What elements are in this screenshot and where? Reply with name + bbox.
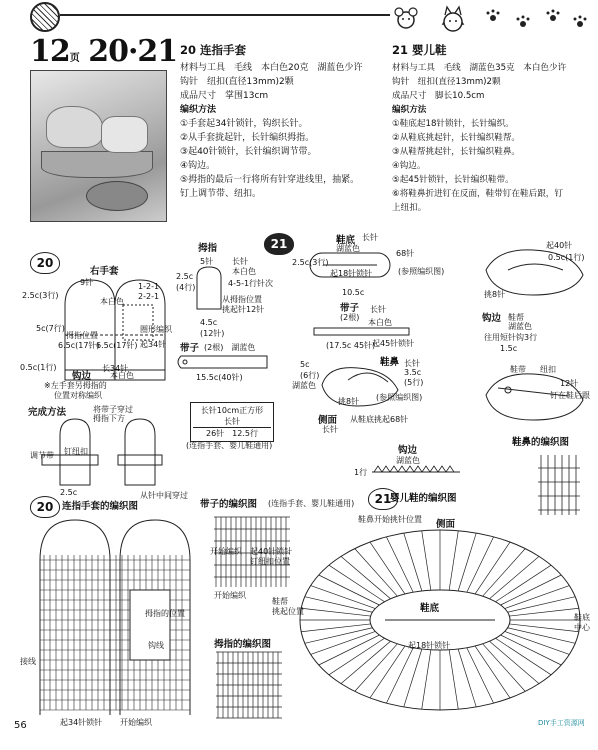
sole-label: (参照编织图) <box>398 267 445 276</box>
shoe-side-title: 侧面 <box>318 415 338 426</box>
s20-line: 钉上调节带、纽扣。 <box>180 189 262 199</box>
shoe-chart-label: 中心 <box>574 623 590 632</box>
nose-label: 从鞋底挑起68针 <box>350 415 409 424</box>
shoe-nose-title: 鞋鼻 <box>380 357 400 368</box>
shoe-right-label: 挑8针 <box>484 290 506 299</box>
s20-line: 编织方法 <box>180 105 217 115</box>
strap-chart-label: 钉纽扣位置 <box>250 557 290 566</box>
nose-stitch-chart <box>536 450 586 520</box>
thumb-schematic <box>195 265 225 310</box>
badge-21-chart: 21 <box>368 488 398 510</box>
thumb-label: 挑起针12针 <box>222 305 265 314</box>
badge-20: 20 <box>30 252 60 274</box>
finish-schematic <box>40 415 170 490</box>
shoe-sole-title: 鞋底 <box>336 235 356 246</box>
shoe-right-label: 鞋帮 <box>508 313 524 322</box>
mitten-label: 2-2-1 <box>138 292 160 301</box>
strap-schematic <box>175 354 270 372</box>
s20-line: ①手套起34针锁针，钩织长针。 <box>180 119 308 129</box>
finish-title: 完成方法 <box>28 407 67 418</box>
sole-label: 68针 <box>396 249 415 258</box>
finish-note: 钉纽扣 <box>64 447 88 456</box>
nose-label: 湖蓝色 <box>292 381 316 390</box>
nose-label: (6行) <box>300 371 320 380</box>
section-21-title: 21 婴儿鞋 <box>392 43 447 57</box>
mitten-label: 1-2-1 <box>138 282 160 291</box>
s20-line: ⑤拇指的最后一行将所有针穿进线里，抽紧。 <box>180 175 360 185</box>
badge-21: 21 <box>264 233 294 255</box>
finish-note: 2.5c <box>60 488 78 497</box>
shoe-strap-label: 起45针锁针 <box>372 339 415 348</box>
s20-line: 钩针 纽扣(直径13mm)2颗 <box>180 77 294 87</box>
cat-mouse-decoration <box>388 4 593 36</box>
shoe-chart-label: 鞋底 <box>420 603 440 614</box>
mitten-label: 0.5c(1行) <box>20 363 57 372</box>
s21-line: ①鞋底起18针锁针，长针编织。 <box>392 119 514 129</box>
finish-note: 从针中间穿过 <box>140 491 188 500</box>
s20-line: 成品尺寸 掌围13cm <box>180 91 269 101</box>
thumb-label: 2.5c <box>176 272 194 281</box>
shoe-right-label: 钉在鞋后跟 <box>550 391 590 400</box>
strap-chart-note: (连指手套、婴儿鞋通用) <box>268 499 355 508</box>
mitten-label: 本白色 <box>100 297 124 306</box>
sole-label: 2.5c(3行) <box>292 258 329 267</box>
mitten-chart-label: 开始编织 <box>120 718 152 727</box>
section-21-text <box>392 42 566 215</box>
shoe-right-label: 起40针 <box>546 241 573 250</box>
shoe-chart-label: 挑起位置 <box>272 607 304 616</box>
shoe-right-label: 1.5c <box>500 344 518 353</box>
shoe-right-label: 往用短针钩3行 <box>484 333 538 342</box>
gauge-line: 26针 12.5行 <box>193 427 271 439</box>
mitten-title: 右手套 <box>90 266 119 277</box>
mitten-edge-title: 钩边 <box>72 371 92 382</box>
product-photo <box>30 70 167 222</box>
mitten-chart-label: 钩线 <box>148 641 164 650</box>
shoe-strap-label: (2根) <box>340 313 360 322</box>
s21-line: ③从鞋帮挑起针，长针编织鞋鼻。 <box>392 147 521 157</box>
page-number: 56 <box>14 720 27 731</box>
s21-line: 钩针 纽扣(直径13mm)2颗 <box>392 77 501 87</box>
s21-line: ⑤起45针锁针，长针编织鞋带。 <box>392 175 514 185</box>
shoe-right-label: 鞋带 <box>510 365 526 374</box>
s21-line: 编织方法 <box>392 105 427 115</box>
gauge-note: (连指手套、婴儿鞋通用) <box>186 441 273 450</box>
s20-line: ③起40针锁针，长针编织调节带。 <box>180 147 317 157</box>
nose-label: 长针 <box>404 359 420 368</box>
shoe-strap-label: 长针 <box>370 305 386 314</box>
nose-label: 3.5c <box>404 368 422 377</box>
page-number-big: 12 <box>30 34 70 69</box>
page-unit: 页 <box>69 53 79 64</box>
strap-note: (2根) 湖蓝色 <box>204 343 256 352</box>
strap-chart-label: 开始编织 <box>210 547 242 556</box>
yarn-ball-icon <box>30 2 60 32</box>
strap-chart-label: 起40针锁针 <box>250 547 293 556</box>
s21-line: ⑥将鞋鼻折进钉在反面，鞋带钉在鞋后跟，钉 <box>392 189 563 199</box>
nose-label: 5c <box>300 360 310 369</box>
mitten-edge-note: 本白色 <box>110 371 134 380</box>
gauge-line: 长针10cm正方形 <box>200 406 264 415</box>
sole-label: 10.5c <box>342 288 365 297</box>
shoe-chart-label: 鞋底 <box>574 613 590 622</box>
edge2-label: 1行 <box>354 468 368 477</box>
nose-label: 挑8针 <box>338 397 360 406</box>
thumb-label: 本白色 <box>232 267 256 276</box>
nose-label: (参照编织图) <box>376 393 423 402</box>
thumb-label: 长针 <box>232 257 248 266</box>
mitten-label: 长34针 <box>102 364 129 373</box>
section-20-text <box>180 42 362 201</box>
thumb-label: 5针 <box>200 257 214 266</box>
s21-line: 成品尺寸 脚长10.5cm <box>392 91 485 101</box>
side-label: 长针 <box>322 425 338 434</box>
s21-line: ②从鞋底挑起针，长针编织鞋帮。 <box>392 133 521 143</box>
shoe-right-edge-title: 钩边 <box>482 313 502 324</box>
strap-title: 带子 <box>180 343 200 354</box>
shoe-strap-title: 带子 <box>340 303 360 314</box>
edge2-label: 湖蓝色 <box>396 456 420 465</box>
section-20-title: 20 连指手套 <box>180 43 247 57</box>
s20-line: ④钩边。 <box>180 161 216 171</box>
thumb-label: 从拇指位置 <box>222 295 262 304</box>
thumb-chart-title: 拇指的编织图 <box>214 639 272 650</box>
mitten-label: 位置对称编织 <box>54 391 102 400</box>
thumb-label: (12针) <box>200 329 225 338</box>
mitten-chart-label: 接线 <box>20 657 36 666</box>
mitten-chart-label: 起34针锁针 <box>60 718 103 727</box>
s21-line: 材料与工具 毛线 湖蓝色35克 本白色少许 <box>392 63 567 73</box>
mitten-label: 6.5c(17针) <box>96 341 138 350</box>
mitten-chart-title: 连指手套的编织图 <box>62 501 139 512</box>
mitten-label: 6.5c(17针) <box>58 341 100 350</box>
shoe-chart-title: 婴儿鞋的编织图 <box>390 493 457 504</box>
s21-line: ④钩边。 <box>392 161 426 171</box>
shoe-strap-label: 本白色 <box>368 318 392 327</box>
sole-label: 湖蓝色 <box>336 244 360 253</box>
shoe-strap-schematic <box>312 326 412 338</box>
edge2-title: 钩边 <box>398 445 418 456</box>
mitten-label: 5c(7行) <box>36 324 65 333</box>
mitten-chart-label: 拇指的位置 <box>145 609 185 618</box>
nose-chart-title: 鞋鼻的编织图 <box>512 437 570 448</box>
mitten-label: 9针 <box>80 278 94 287</box>
mitten-label: ※左手套另拇指的 <box>44 381 107 390</box>
mitten-label: 圈形编织 <box>140 325 172 334</box>
shoe-stitch-chart <box>290 520 590 720</box>
header-rule <box>60 14 390 16</box>
badge-20-chart: 20 <box>30 496 60 518</box>
s20-line: 材料与工具 毛线 本白色20克 湖蓝色少许 <box>180 63 363 73</box>
finish-note: 调节带 <box>30 451 54 460</box>
mitten-label: 拇指位置 <box>66 331 98 340</box>
sole-label: 长针 <box>362 233 378 242</box>
strap-count: 15.5c(40针) <box>196 373 243 382</box>
thumb-title: 拇指 <box>198 243 218 254</box>
shoe-chart-label: 鞋鼻开始挑针位置 <box>358 515 422 524</box>
gauge-line: 长针 <box>224 417 240 426</box>
shoe-right-label: 0.5c(1行) <box>548 253 585 262</box>
mitten-label: 2.5c(3行) <box>22 291 59 300</box>
finish-note: 拇指下方 <box>93 414 125 423</box>
mitten-label: 起34针 <box>140 340 167 349</box>
gauge-box <box>190 402 274 442</box>
sole-label: 起18针锁针 <box>330 269 373 278</box>
thumb-stitch-chart <box>214 650 284 720</box>
finish-note: 将带子穿过 <box>93 405 133 414</box>
strap-chart-label: 开始编织 <box>214 591 246 600</box>
item-numbers: 20·21 <box>88 34 178 69</box>
s21-line: 上纽扣。 <box>392 203 427 213</box>
shoe-right-label: 湖蓝色 <box>508 322 532 331</box>
strap-chart-title: 带子的编织图 <box>200 499 258 510</box>
shoe-chart-label: 侧面 <box>436 519 456 530</box>
watermark: DIY手工资源网 <box>538 719 585 727</box>
nose-label: (5行) <box>404 378 424 387</box>
shoe-right-label: 纽扣 <box>540 365 556 374</box>
page-heading <box>30 34 177 69</box>
shoe-strap-label: (17.5c 45针) <box>326 341 376 350</box>
thumb-label: 4-5-1行针次 <box>228 279 274 288</box>
shoe-right-label: 12针 <box>560 379 579 388</box>
edge2-chart <box>372 464 462 474</box>
thumb-label: (4行) <box>176 283 196 292</box>
shoe-chart-label: 起18针锁针 <box>408 641 451 650</box>
s20-line: ②从手套拢起针，长针编织拇指。 <box>180 133 315 143</box>
thumb-label: 4.5c <box>200 318 218 327</box>
shoe-chart-label: 鞋帮 <box>272 597 288 606</box>
